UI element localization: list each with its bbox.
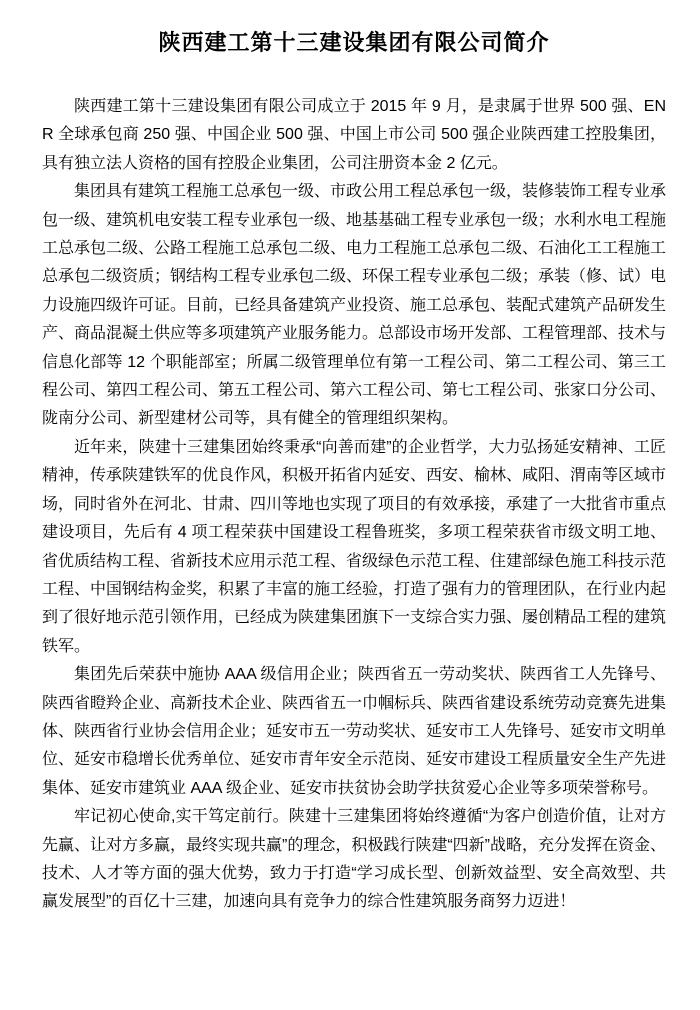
document-body <box>42 93 666 917</box>
document-title: 陕西建工第十三建设集团有限公司简介 <box>158 30 550 55</box>
paragraph-company-overview: 陕西建工第十三建设集团有限公司成立于 2015 年 9 月，是隶属于世界 500 强、ENR 全球承包商 250 强、中国企业 500 强、中国上市公司 500 强企业陕西建工控股集团，具有独立法人资格的国有控股企业集团，公司注册资本金 2 亿元。 <box>42 98 666 172</box>
paragraph-mission: 牢记初心使命,实干笃定前行。陕建十三建集团将始终遵循“为客户创造价值，让对方先赢、让对方多赢，最终实现共赢”的理念，积极践行陕建“四新”战略，充分发挥在资金、技术、人才等方面的强大优势，致力于打造“学习成长型、创新效益型、安全高效型、共赢发展型”的百亿十三建，加速向具有竞争力的综合性建筑服务商努力迈进！ <box>42 808 666 911</box>
paragraph-honors: 集团先后荣获中施协 AAA 级信用企业；陕西省五一劳动奖状、陕西省工人先锋号、陕西省瞪羚企业、高新技术企业、陕西省五一巾帼标兵、陕西省建设系统劳动竞赛先进集体、陕西省行业协会信用企业；延安市五一劳动奖状、延安市工人先锋号、延安市文明单位、延安市稳增长优秀单位、延安市青年安全示范岗、延安市建设工程质量安全生产先进集体、延安市建筑业 AAA 级企业、延安市扶贫协会助学扶贫爱心企业等多项荣誉称号。 <box>42 666 667 797</box>
paragraph-qualifications: 集团具有建筑工程施工总承包一级、市政公用工程总承包一级，装修装饰工程专业承包一级、建筑机电安装工程专业承包一级、地基基础工程专业承包一级；水利水电工程施工总承包二级、公路工程施工总承包二级、电力工程施工总承包二级、石油化工工程施工总承包二级资质；钢结构工程专业承包二级、环保工程专业承包二级；承装（修、试）电力设施四级许可证。目前，已经具备建筑产业投资、施工总承包、装配式建筑产品研发生产、商品混凝土供应等多项建筑产业服务能力。总部设市场开发部、工程管理部、技术与信息化部等 12 个职能部室；所属二级管理单位有第一工程公司、第二工程公司、第三工程公司、第四工程公司、第五工程公司、第六工程公司、第七工程公司、张家口分公司、陇南分公司、新型建材公司等，具有健全的管理组织架构。 <box>42 183 667 428</box>
paragraph-recent-achievements: 近年来，陕建十三建集团始终秉承“向善而建”的企业哲学，大力弘扬延安精神、工匠精神，传承陕建铁军的优良作风，积极开拓省内延安、西安、榆林、咸阳、渭南等区域市场，同时省外在河北、甘肃、四川等地也实现了项目的有效承接，承建了一大批省市重点建设项目，先后有 4 项工程荣获中国建设工程鲁班奖，多项工程荣获省市级文明工地、省优质结构工程、省新技术应用示范工程、省级绿色示范工程、住建部绿色施工科技示范工程、中国钢结构金奖，积累了丰富的施工经验，打造了强有力的管理团队，在行业内起到了很好地示范引领作用，已经成为陕建集团旗下一支综合实力强、屡创精品工程的建筑铁军。 <box>42 438 667 655</box>
